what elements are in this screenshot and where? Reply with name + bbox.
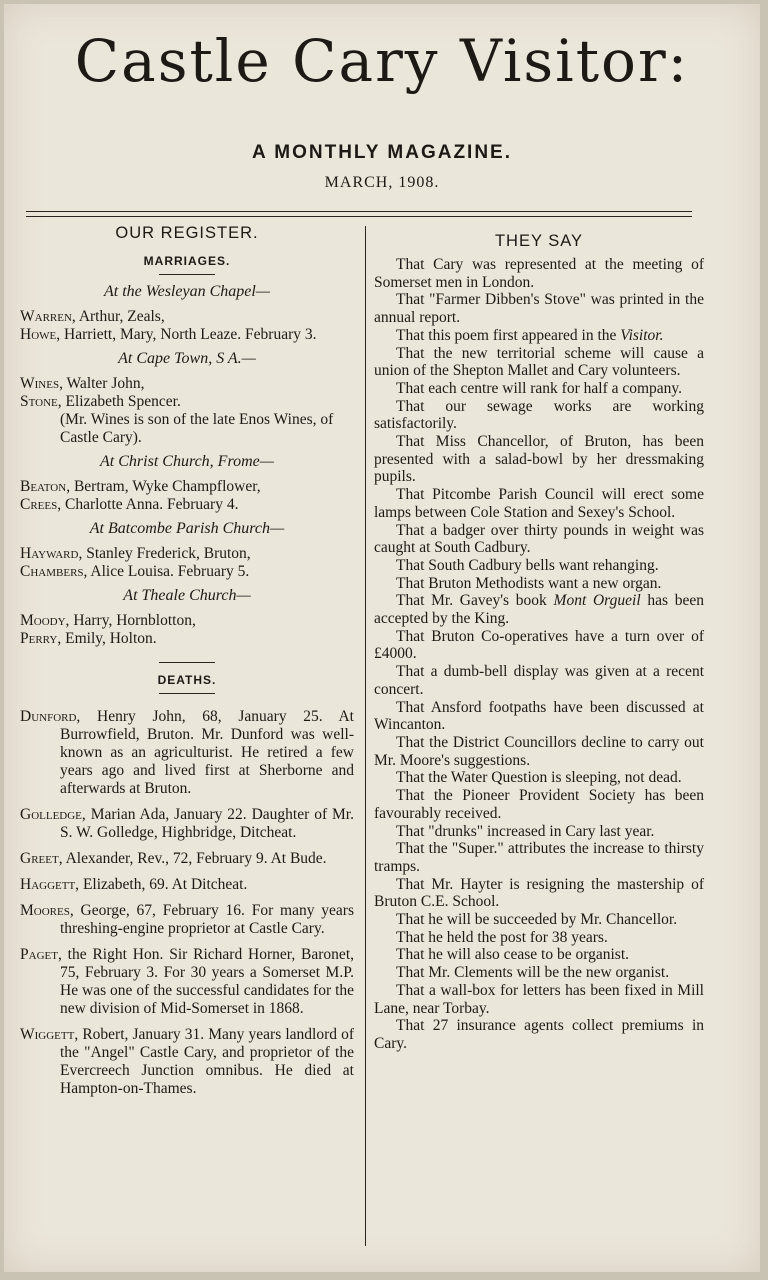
- marriages-heading: MARRIAGES.: [143, 254, 231, 268]
- column-divider: [365, 226, 366, 1246]
- masthead-title: Castle Cary Visitor:: [74, 27, 690, 95]
- they-say-item: That the Pioneer Provident Society has been favourably received.: [374, 787, 704, 822]
- marriage-entry: Moody, Harry, Hornblotton,: [20, 612, 196, 629]
- marriage-note: (Mr. Wines is son of the late Enos Wines, of Castle Cary).: [60, 411, 334, 446]
- they-say-item: That the Water Question is sleeping, not dead.: [396, 769, 682, 787]
- register-heading: OUR REGISTER.: [115, 224, 259, 242]
- deaths-heading: DEATHS.: [157, 673, 217, 687]
- they-say-item: That he held the post for 38 years.: [396, 928, 608, 946]
- death-entry: Moores, George, 67, February 16. For many years threshing-engine proprietor at Castle Cary.: [20, 902, 354, 937]
- death-entry: Wiggett, Robert, January 31. Many years landlord of the "Angel" Castle Cary, and proprietor of the Evercreech Junction omnibus. He died at Hampton-on-Thames.: [20, 1026, 354, 1097]
- venue-heading: At Christ Church, Frome—: [100, 453, 274, 470]
- death-entry: Greet, Alexander, Rev., 72, February 9. At Bude.: [20, 850, 327, 867]
- marriage-entry: Perry, Emily, Holton.: [20, 630, 157, 647]
- they-say-item: That the "Super." attributes the increase to thirsty tramps.: [374, 840, 704, 875]
- they-say-item: That Ansford footpaths have been discussed at Wincanton.: [374, 698, 704, 734]
- they-say-item: That the new territorial scheme will cause a union of the Shepton Mallet and Cary volunteers.: [374, 344, 704, 380]
- section-rule: [159, 693, 215, 694]
- visitor-italic: Visitor.: [620, 326, 664, 344]
- magazine-page: [4, 4, 760, 1272]
- they-say-item: That each centre will rank for half a company.: [396, 379, 683, 397]
- header-rule-double: [26, 216, 692, 217]
- death-entry: Haggett, Elizabeth, 69. At Ditcheat.: [20, 876, 248, 893]
- they-say-heading: THEY SAY: [494, 232, 584, 250]
- they-say-item: That Mr. Hayter is resigning the mastership of Bruton C.E. School.: [374, 875, 704, 911]
- they-say-item: That a badger over thirty pounds in weight was caught at South Cadbury.: [374, 521, 704, 557]
- marriage-entry: Howe, Harriett, Mary, North Leaze. February 3.: [20, 326, 317, 343]
- they-say-item: That this poem first appeared in the Visitor.: [396, 326, 664, 344]
- they-say-item: That Mr. Clements will be the new organist.: [396, 964, 670, 982]
- they-say-item: That a dumb-bell display was given at a recent concert.: [374, 663, 704, 698]
- they-say-item: That a wall-box for letters has been fixed in Mill Lane, near Torbay.: [374, 981, 704, 1017]
- they-say-column: [374, 224, 704, 1053]
- they-say-item: That Bruton Methodists want a new organ.: [396, 574, 662, 592]
- death-entry: Dunford, Henry John, 68, January 25. At Burrowfield, Bruton. Mr. Dunford was well-known as an agriculturist. He retired a few years ago and lived first at Sherborne and afterwards at Bruton.: [20, 708, 354, 797]
- death-entry: Golledge, Marian Ada, January 22. Daughter of Mr. S. W. Golledge, Highbridge, Ditcheat.: [20, 806, 354, 841]
- section-rule: [159, 662, 215, 663]
- section-rule: [159, 274, 215, 275]
- register-column: [20, 224, 354, 1106]
- header-rule: [26, 211, 692, 212]
- issue-date: MARCH, 1908.: [324, 174, 440, 191]
- they-say-item: That he will be succeeded by Mr. Chancellor.: [396, 911, 678, 929]
- they-say-item: That our sewage works are working satisfactorily.: [374, 397, 704, 433]
- they-say-item: That Mr. Gavey's book Mont Orgueil has been accepted by the King.: [374, 592, 705, 628]
- book-title-italic: Mont Orgueil: [553, 592, 641, 610]
- marriage-entry: Wines, Walter John,: [20, 375, 145, 392]
- venue-heading: At the Wesleyan Chapel—: [103, 283, 271, 300]
- marriage-entry: Chambers, Alice Louisa. February 5.: [20, 563, 250, 580]
- marriage-entry: Stone, Elizabeth Spencer.: [20, 393, 181, 410]
- marriage-entry: Crees, Charlotte Anna. February 4.: [20, 496, 239, 513]
- venue-heading: At Cape Town, S A.—: [118, 350, 256, 367]
- they-say-item: That "drunks" increased in Cary last year.: [396, 822, 655, 840]
- death-entry: Paget, the Right Hon. Sir Richard Horner, Baronet, 75, February 3. For 30 years a Somerset M.P. He was one of the successful candidates for the new division of Mid-Somerset in 1868.: [20, 946, 354, 1017]
- marriage-entry: Warren, Arthur, Zeals,: [20, 308, 165, 325]
- they-say-item: That 27 insurance agents collect premiums in Cary.: [374, 1017, 704, 1052]
- they-say-item: That Pitcombe Parish Council will erect some lamps between Cole Station and Sexey's School.: [374, 486, 704, 521]
- venue-heading: At Batcombe Parish Church—: [89, 520, 285, 537]
- they-say-item: That Cary was represented at the meeting of Somerset men in London.: [374, 256, 704, 291]
- marriage-entry: Hayward, Stanley Frederick, Bruton,: [20, 545, 251, 562]
- they-say-item: That Bruton Co-operatives have a turn over of £4000.: [374, 627, 704, 663]
- venue-heading: At Theale Church—: [123, 587, 251, 604]
- they-say-item: That he will also cease to be organist.: [396, 946, 630, 964]
- they-say-item: That "Farmer Dibben's Stove" was printed in the annual report.: [374, 291, 704, 327]
- they-say-item: That Miss Chancellor, of Bruton, has been presented with a salad-bowl by her dressmaking pupils.: [374, 433, 704, 486]
- they-say-item: That the District Councillors decline to carry out Mr. Moore's suggestions.: [374, 733, 704, 769]
- marriage-entry: Beaton, Bertram, Wyke Champflower,: [20, 478, 261, 495]
- they-say-item: That South Cadbury bells want rehanging.: [396, 556, 659, 574]
- magazine-subtitle: A MONTHLY MAGAZINE.: [251, 142, 513, 163]
